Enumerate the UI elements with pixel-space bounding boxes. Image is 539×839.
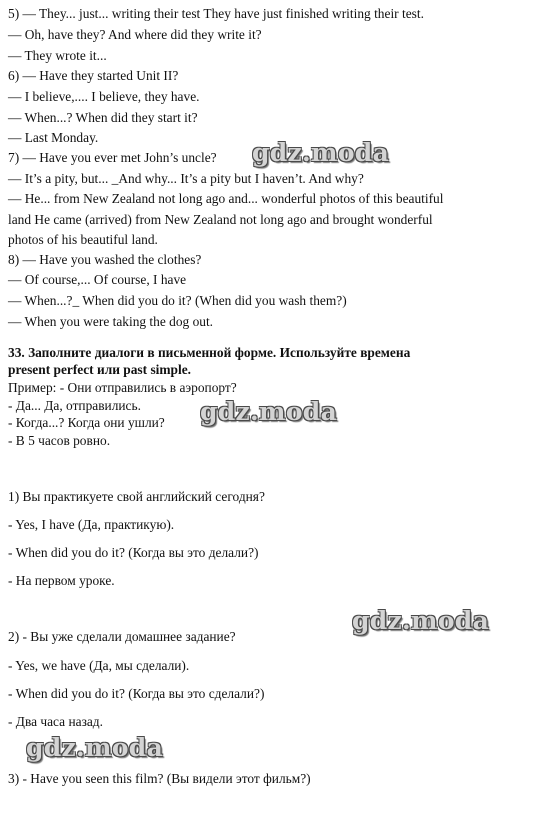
- text-line: Пример: - Они отправились в аэропорт?: [8, 380, 237, 395]
- text-line: photos of his beautiful land.: [8, 232, 158, 247]
- text-line: — Last Monday.: [8, 130, 99, 145]
- text-line: - When did you do it? (Когда вы это делали?): [8, 545, 259, 560]
- text-line: — When...? When did they start it?: [8, 110, 198, 125]
- text-line: — When...?_ When did you do it? (When did you wash them?): [8, 293, 347, 308]
- text-line: 3) - Have you seen this film? (Вы видели этот фильм?): [8, 771, 311, 786]
- text-line: 2) - Вы уже сделали домашнее задание?: [8, 629, 236, 644]
- text-line: - Yes, I have (Да, практикую).: [8, 517, 175, 532]
- text-line: 8) — Have you washed the clothes?: [8, 252, 202, 267]
- watermark-logo: gdz.moda: [252, 138, 390, 167]
- text-line: - When did you do it? (Когда вы это сделали?): [8, 686, 265, 701]
- text-line: - На первом уроке.: [8, 573, 115, 588]
- text-line: 7) — Have you ever met John’s uncle?: [8, 150, 217, 165]
- text-line: land He came (arrived) from New Zealand not long ago and brought wonderful: [8, 212, 433, 227]
- watermark-logo: gdz.moda: [26, 733, 164, 762]
- exercise-heading: 33. Заполните диалоги в письменной форме. Используйте времена: [8, 345, 411, 360]
- text-line: — He... from New Zealand not long ago and... wonderful photos of this beautiful: [8, 191, 444, 206]
- watermark-logo: gdz.moda: [200, 397, 338, 426]
- text-line: — They wrote it...: [8, 48, 107, 63]
- text-line: 1) Вы практикуете свой английский сегодня?: [8, 489, 265, 504]
- exercise-heading: present perfect или past simple.: [8, 362, 191, 377]
- text-line: — When you were taking the dog out.: [8, 314, 214, 329]
- watermark-logo: gdz.moda: [352, 606, 490, 635]
- text-line: - Два часа назад.: [8, 714, 103, 729]
- text-line: - Когда...? Когда они ушли?: [8, 415, 165, 430]
- text-line: — Of course,... Of course, I have: [8, 272, 187, 287]
- text-line: - Да... Да, отправились.: [8, 398, 141, 413]
- text-line: — I believe,.... I believe, they have.: [8, 89, 200, 104]
- text-line: - В 5 часов ровно.: [8, 433, 111, 448]
- text-line: — Oh, have they? And where did they write it?: [8, 27, 262, 42]
- text-line: - Yes, we have (Да, мы сделали).: [8, 658, 190, 673]
- text-line: — It’s a pity, but... _And why... It’s a pity but I haven’t. And why?: [8, 171, 364, 186]
- text-line: 6) — Have they started Unit II?: [8, 68, 179, 83]
- text-line: 5) — They... just... writing their test They have just finished writing their test.: [8, 6, 424, 21]
